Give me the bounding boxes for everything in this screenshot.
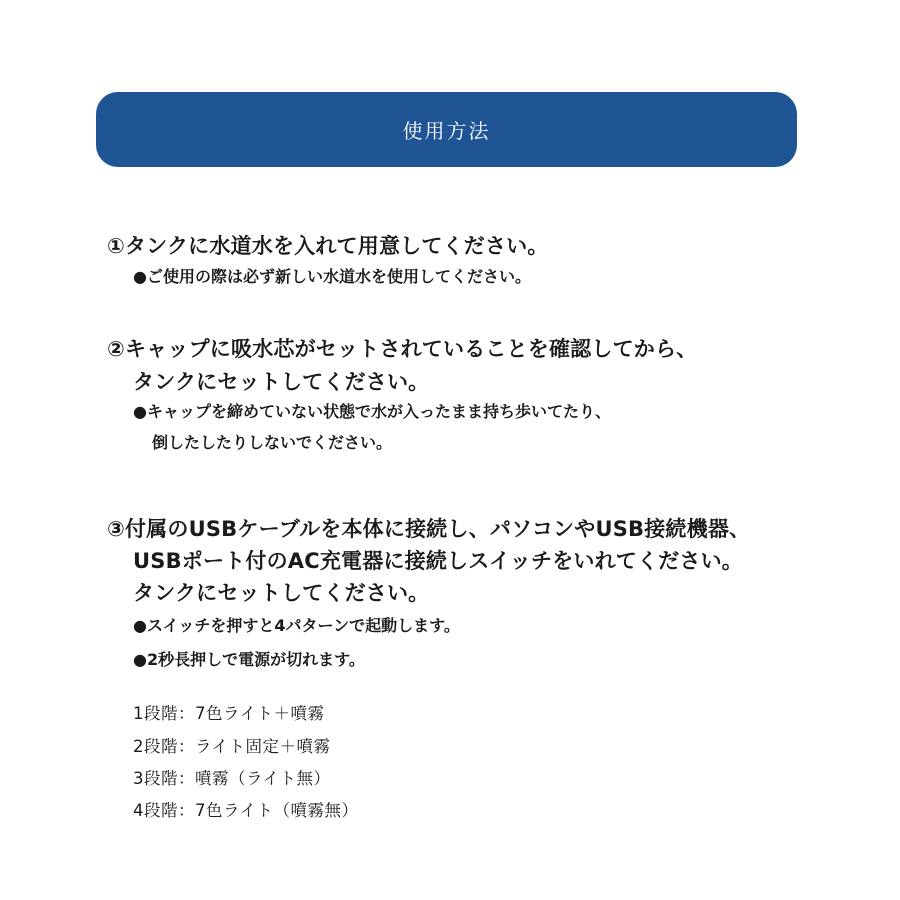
step1-note-text: ●ご使用の際は必ず新しい水道水を使用してください。 — [133, 267, 531, 286]
level-4-text: 4段階：7色ライト（噴霧無） — [133, 801, 359, 820]
header-banner — [96, 92, 797, 167]
step2-main-line-1: ②キャップに吸水芯がセットされていることを確認してから、 — [107, 337, 698, 361]
step2-note-line-2: 倒したしたりしないでください。 — [152, 433, 393, 452]
level-3-text: 3段階：噴霧（ライト無） — [133, 769, 331, 788]
step2-note-line-1: ●キャップを締めていない状態で水が入ったまま持ち歩いてたり、 — [133, 402, 611, 421]
step1-main-text: ①タンクに水道水を入れて用意してください。 — [107, 234, 549, 258]
step3-main-line-3: タンクにセットしてください。 — [133, 581, 430, 605]
level-1-text: 1段階：7色ライト＋噴霧 — [133, 704, 325, 723]
step3-main-line-1: ③付属のUSBケーブルを本体に接続し、パソコンやUSB接続機器、 — [107, 517, 751, 541]
level-2-text: 2段階：ライト固定＋噴霧 — [133, 737, 331, 756]
step2-main-line-2: タンクにセットしてください。 — [133, 370, 430, 394]
step3-note-line-1: ●スイッチを押すと4パターンで起動します。 — [133, 616, 460, 635]
step3-main-line-2: USBポート付のAC充電器に接続しスイッチをいれてください。 — [133, 549, 744, 573]
page-title: 使用方法 — [402, 119, 491, 143]
step3-note-line-2: ●2秒長押しで電源が切れます。 — [133, 650, 365, 669]
